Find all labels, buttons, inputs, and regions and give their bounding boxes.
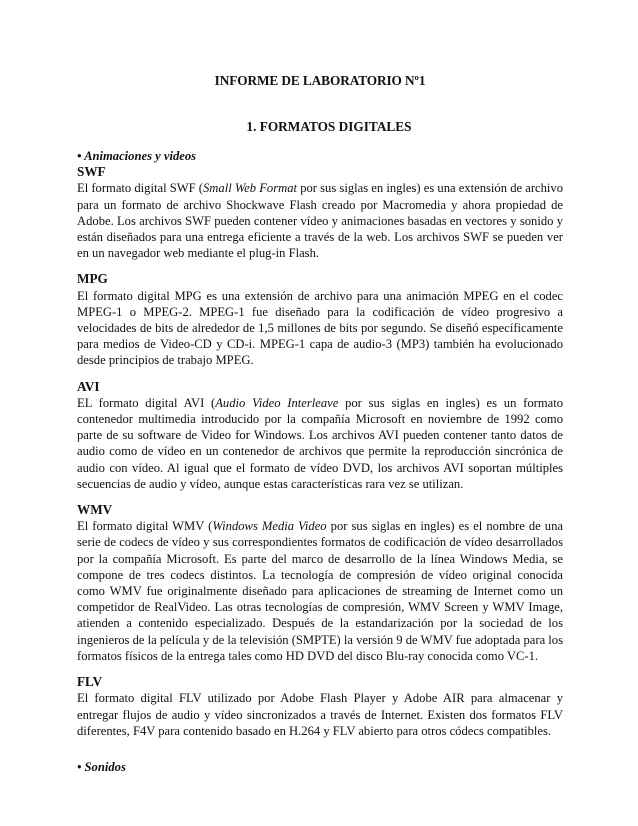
format-title-avi: AVI xyxy=(77,378,100,394)
section-heading: 1. FORMATOS DIGITALES xyxy=(246,119,412,134)
format-description-swf xyxy=(77,180,563,261)
category-label-video: • Animaciones y videos xyxy=(77,149,197,163)
format-block-mpg xyxy=(77,271,563,368)
text-segment: El formato digital MPG es una extensión de archivo para una animación MPEG en el codec MPEG-1 o MPEG-2. MPEG-1 fue diseñado para la codificación de vídeo progresivo a velocidades de bits de alrededor de 1,5 millones de bits por segundo. Se diseñó específicamente para medios de Video-CD y CD-i. MPEG-1 capa de audio-3 (MP3) también ha evolucionado desde principios de trabajo MPEG. xyxy=(77,288,563,368)
document-title: INFORME DE LABORATORIO Nº1 xyxy=(214,73,426,88)
text-segment: El formato digital WMV ( xyxy=(77,519,213,534)
text-segment: El formato digital FLV utilizado por Adobe Flash Player y Adobe AIR para almacenar y entregar flujos de audio y vídeo sincronizados a través de Internet. Existen dos formatos FLV diferentes, F4V para contenido basado en H.264 y FLV abierto para otros códecs compatibles. xyxy=(77,691,563,738)
document-body xyxy=(77,148,563,775)
format-description-mpg xyxy=(77,288,563,369)
text-segment: EL formato digital AVI ( xyxy=(77,395,216,410)
text-segment: por sus siglas en ingles) es una extensión de archivo para un formato de archivo Shockwave Flash creado por Macromedia y ahora propiedad de Adobe. Los archivos SWF pueden contener vídeo y animaciones basadas en vectores y sonido y están diseñados para una entrega eficiente a través de la web. Los archivos SWF se pueden ver en un navegador web mediante el plug-in Flash. xyxy=(77,181,564,261)
format-title-flv: FLV xyxy=(77,674,103,690)
format-description-avi xyxy=(77,395,563,492)
italic-term: Windows Media Video xyxy=(212,519,327,534)
format-title-mpg: MPG xyxy=(77,271,108,287)
format-description-wmv xyxy=(77,518,563,664)
text-segment: El formato digital SWF ( xyxy=(77,181,203,196)
category-label-audio: • Sonidos xyxy=(77,759,126,774)
text-segment: por sus siglas en ingles) es el nombre de una serie de codecs de vídeo y sus correspondientes formatos de codificación de vídeo desarrollados por la compañía Microsoft. Es parte del marco de desarrollo de la línea Windows Media, se compone de tres codecs distintos. La tecnología de compresión de vídeo original conocida como WMV fue originalmente diseñado para aplicaciones de streaming de Internet como un competidor de RealVideo. Las otras tecnologías de compresión, WMV Screen y WMV Image, atienden a contenido especializado. Después de la estandarización por la sociedad de los ingenieros de la película y de la televisión (SMPTE) la versión 9 de WMV fue adoptada para los formatos físicos de la entrega tales como HD DVD del disco Blu-ray conocida como VC-1. xyxy=(77,519,564,663)
format-block-wmv xyxy=(77,502,563,664)
format-description-flv xyxy=(77,690,563,739)
italic-term: Small Web Format xyxy=(203,181,298,196)
format-block-avi xyxy=(77,379,563,492)
format-title-wmv: WMV xyxy=(77,502,113,518)
italic-term: Audio Video Interleave xyxy=(215,395,339,410)
format-block-flv xyxy=(77,674,563,739)
format-block-swf xyxy=(77,164,563,261)
format-title-swf: SWF xyxy=(77,164,106,180)
text-segment: por sus siglas en ingles) es un formato contenedor multimedia introducido por la compañía Microsoft en noviembre de 1992 como parte de su software de Video for Windows. Los archivos AVI pueden contener tanto datos de audio como de vídeo en un contenedor de archivos que permite la reproducción sincrónica de audio con vídeo. Al igual que el formato de vídeo DVD, los archivos AVI soportan múltiples secuencias de audio y vídeo, aunque estas características rara vez se utilizan. xyxy=(77,395,563,491)
